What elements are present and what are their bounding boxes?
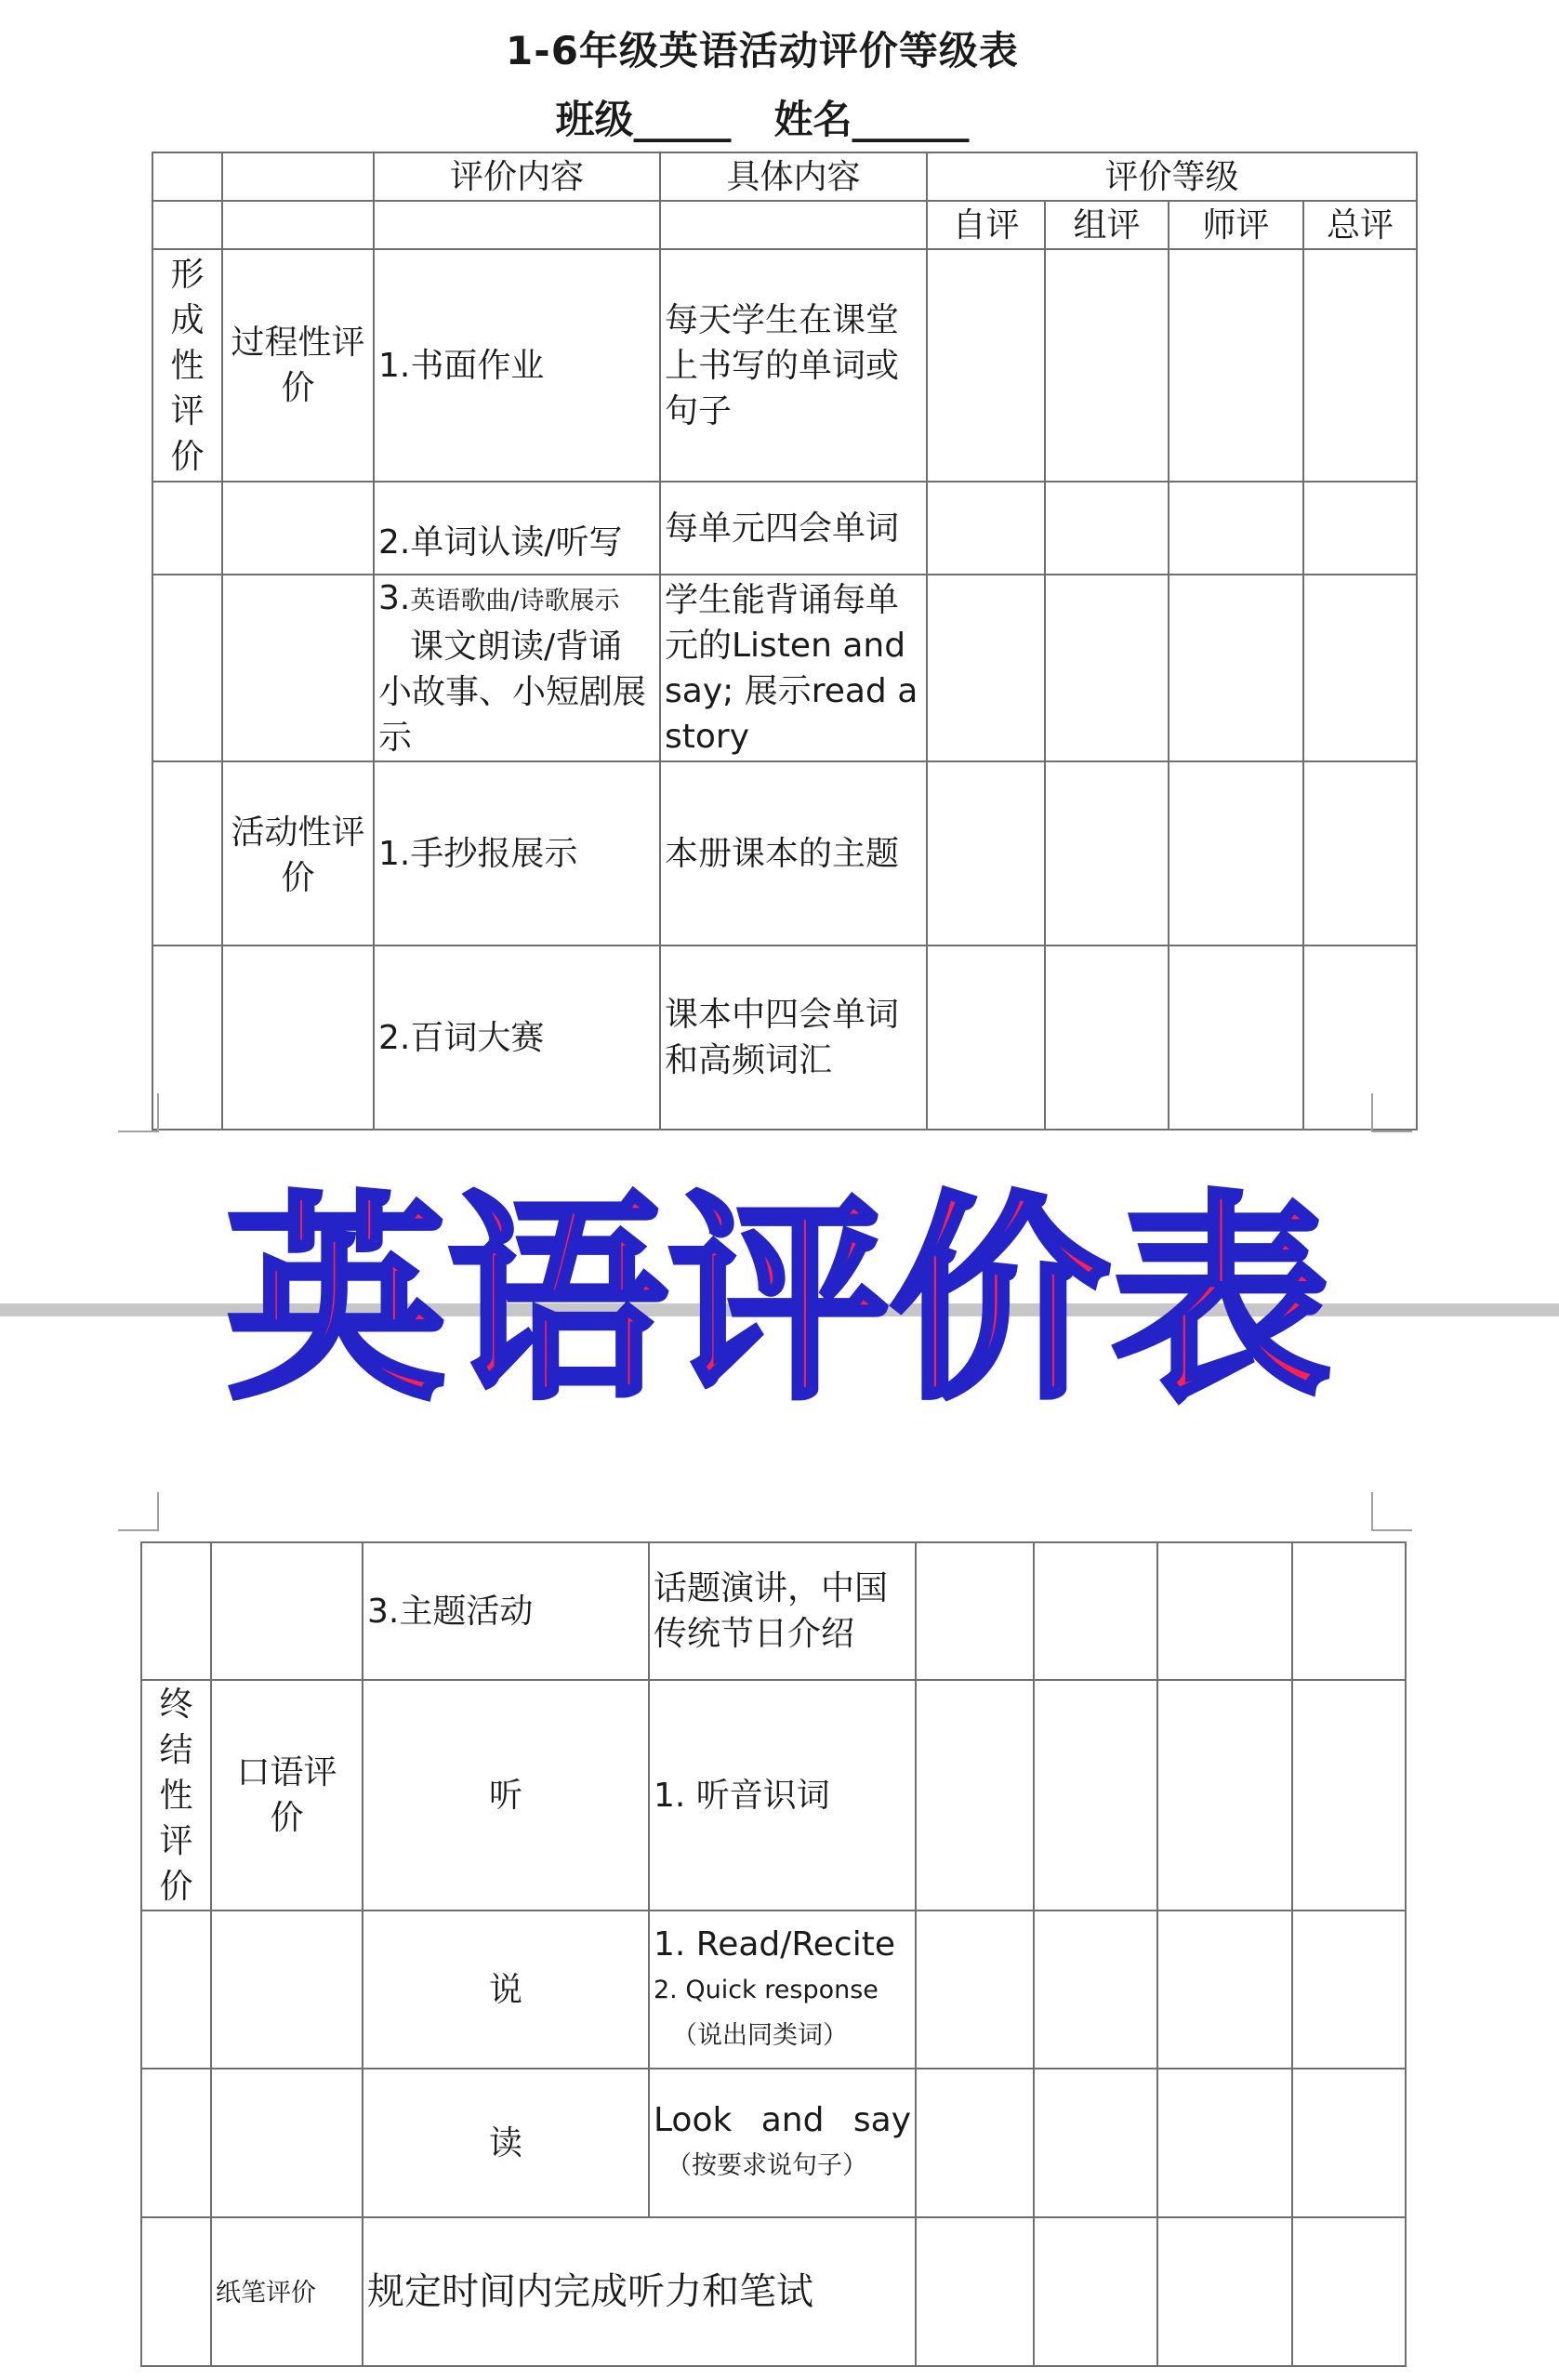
- subcategory-process: 过程性评价: [222, 249, 374, 482]
- grade-teacher: [1157, 1911, 1292, 2069]
- cell-empty: [222, 201, 374, 249]
- grade-self: [927, 249, 1045, 482]
- detail-cell: 课本中四会单词和高频词汇: [660, 945, 927, 1130]
- cell-empty: [152, 575, 222, 761]
- table-row: [141, 2069, 1406, 2217]
- page-title: 1-6年级英语活动评价等级表: [506, 28, 1019, 73]
- grade-group: [1034, 1542, 1157, 1680]
- grade-self: [916, 1680, 1034, 1911]
- table-row: [152, 761, 1417, 945]
- content-cell: 说: [363, 1911, 649, 2069]
- cell-empty: [222, 482, 374, 575]
- detail-cell: 学生能背诵每单元的Listen and say; 展示read a story: [660, 575, 927, 761]
- cell-empty: [222, 575, 374, 761]
- grade-group: [1034, 1680, 1157, 1911]
- header-teacher: 师评: [1169, 201, 1303, 249]
- grade-teacher: [1169, 249, 1303, 482]
- grade-group: [1034, 1911, 1157, 2069]
- grade-overall: [1292, 2217, 1406, 2366]
- grade-group: [1034, 2069, 1157, 2217]
- cell-empty: [374, 201, 660, 249]
- grade-self: [916, 1911, 1034, 2069]
- grade-group: [1045, 249, 1169, 482]
- subheader-row: [152, 201, 1417, 249]
- cell-empty: [152, 945, 222, 1130]
- grade-overall: [1292, 2069, 1406, 2217]
- content-cell: 1.手抄报展示: [374, 761, 660, 945]
- grade-self: [916, 1542, 1034, 1680]
- table-row: [141, 1542, 1406, 1680]
- header-overall: 总评: [1303, 201, 1417, 249]
- subcategory-written: 纸笔评价: [211, 2217, 363, 2366]
- cell-empty: [211, 1542, 363, 1680]
- category-summative: 终结性评价: [141, 1680, 211, 1911]
- category-formative: 形成性评价: [152, 249, 222, 482]
- page-corner-mark: [118, 1093, 159, 1132]
- detail-cell: 话题演讲，中国传统节日介绍: [649, 1542, 916, 1680]
- name-label: 姓名______: [773, 97, 970, 142]
- header-detail: 具体内容: [660, 152, 927, 201]
- grade-teacher: [1169, 945, 1303, 1130]
- cell-empty: [141, 2069, 211, 2217]
- grade-teacher: [1157, 2217, 1292, 2366]
- table-row: [141, 1911, 1406, 2069]
- overlay-banner: 英语评价表: [226, 1173, 1333, 1429]
- evaluation-table-lower: [140, 1541, 1407, 2367]
- grade-teacher: [1157, 1680, 1292, 1911]
- cell-empty: [660, 201, 927, 249]
- grade-overall: [1303, 761, 1417, 945]
- grade-teacher: [1157, 1542, 1292, 1680]
- grade-teacher: [1169, 761, 1303, 945]
- content-cell: 2.百词大赛: [374, 945, 660, 1130]
- cell-empty: [211, 2069, 363, 2217]
- content-cell: 读: [363, 2069, 649, 2217]
- page-corner-mark: [1371, 1492, 1412, 1531]
- grade-teacher: [1169, 575, 1303, 761]
- cell-empty: [152, 761, 222, 945]
- grade-self: [916, 2217, 1034, 2366]
- page-corner-mark: [1371, 1093, 1412, 1132]
- grade-group: [1045, 575, 1169, 761]
- detail-cell: 每天学生在课堂上书写的单词或句子: [660, 249, 927, 482]
- grade-overall: [1292, 1542, 1406, 1680]
- detail-cell: 1. 听音识词: [649, 1680, 916, 1911]
- table-row: [152, 482, 1417, 575]
- table-row: [152, 249, 1417, 482]
- subcategory-oral: 口语评价: [211, 1680, 363, 1911]
- detail-cell: 每单元四会单词: [660, 482, 927, 575]
- page-corner-mark: [118, 1492, 159, 1531]
- cell-empty: [141, 1542, 211, 1680]
- grade-group: [1045, 482, 1169, 575]
- table-row: [152, 945, 1417, 1130]
- grade-overall: [1303, 575, 1417, 761]
- cell-empty: [152, 482, 222, 575]
- grade-self: [927, 575, 1045, 761]
- detail-cell: 本册课本的主题: [660, 761, 927, 945]
- evaluation-table-upper: [152, 152, 1418, 1130]
- cell-empty: [152, 201, 222, 249]
- cell-empty: [222, 152, 374, 201]
- grade-group: [1045, 761, 1169, 945]
- table-row: [152, 575, 1417, 761]
- cell-empty: [152, 152, 222, 201]
- header-row: [152, 152, 1417, 201]
- grade-overall: [1303, 249, 1417, 482]
- grade-overall: [1292, 1911, 1406, 2069]
- header-group: 组评: [1045, 201, 1169, 249]
- grade-group: [1045, 945, 1169, 1130]
- cell-empty: [141, 2217, 211, 2366]
- grade-self: [927, 945, 1045, 1130]
- subcategory-activity: 活动性评价: [222, 761, 374, 945]
- content-cell: 2.单词认读/听写: [374, 482, 660, 575]
- detail-cell: 1. Read/Recite 2. Quick response （说出同类词）: [649, 1911, 916, 2069]
- cell-empty: [222, 945, 374, 1130]
- grade-teacher: [1169, 482, 1303, 575]
- cell-empty: [211, 1911, 363, 2069]
- table-row: [141, 1680, 1406, 1911]
- cell-empty: [141, 1911, 211, 2069]
- grade-self: [916, 2069, 1034, 2217]
- table-row: [141, 2217, 1406, 2366]
- class-label: 班级_____: [555, 97, 732, 142]
- grade-self: [927, 761, 1045, 945]
- content-cell: 3.英语歌曲/诗歌展示 课文朗读/背诵 小故事、小短剧展示: [374, 575, 660, 761]
- content-cell: 1.书面作业: [374, 249, 660, 482]
- grade-self: [927, 482, 1045, 575]
- grade-overall: [1303, 482, 1417, 575]
- grade-group: [1034, 2217, 1157, 2366]
- content-cell: 听: [363, 1680, 649, 1911]
- detail-cell: Look and say （按要求说句子）: [649, 2069, 916, 2217]
- grade-teacher: [1157, 2069, 1292, 2217]
- header-grade: 评价等级: [927, 152, 1417, 201]
- detail-cell: 规定时间内完成听力和笔试: [363, 2217, 916, 2366]
- class-name-line: [0, 89, 1525, 145]
- header-self: 自评: [927, 201, 1045, 249]
- content-cell: 3.主题活动: [363, 1542, 649, 1680]
- grade-overall: [1292, 1680, 1406, 1911]
- header-content: 评价内容: [374, 152, 660, 201]
